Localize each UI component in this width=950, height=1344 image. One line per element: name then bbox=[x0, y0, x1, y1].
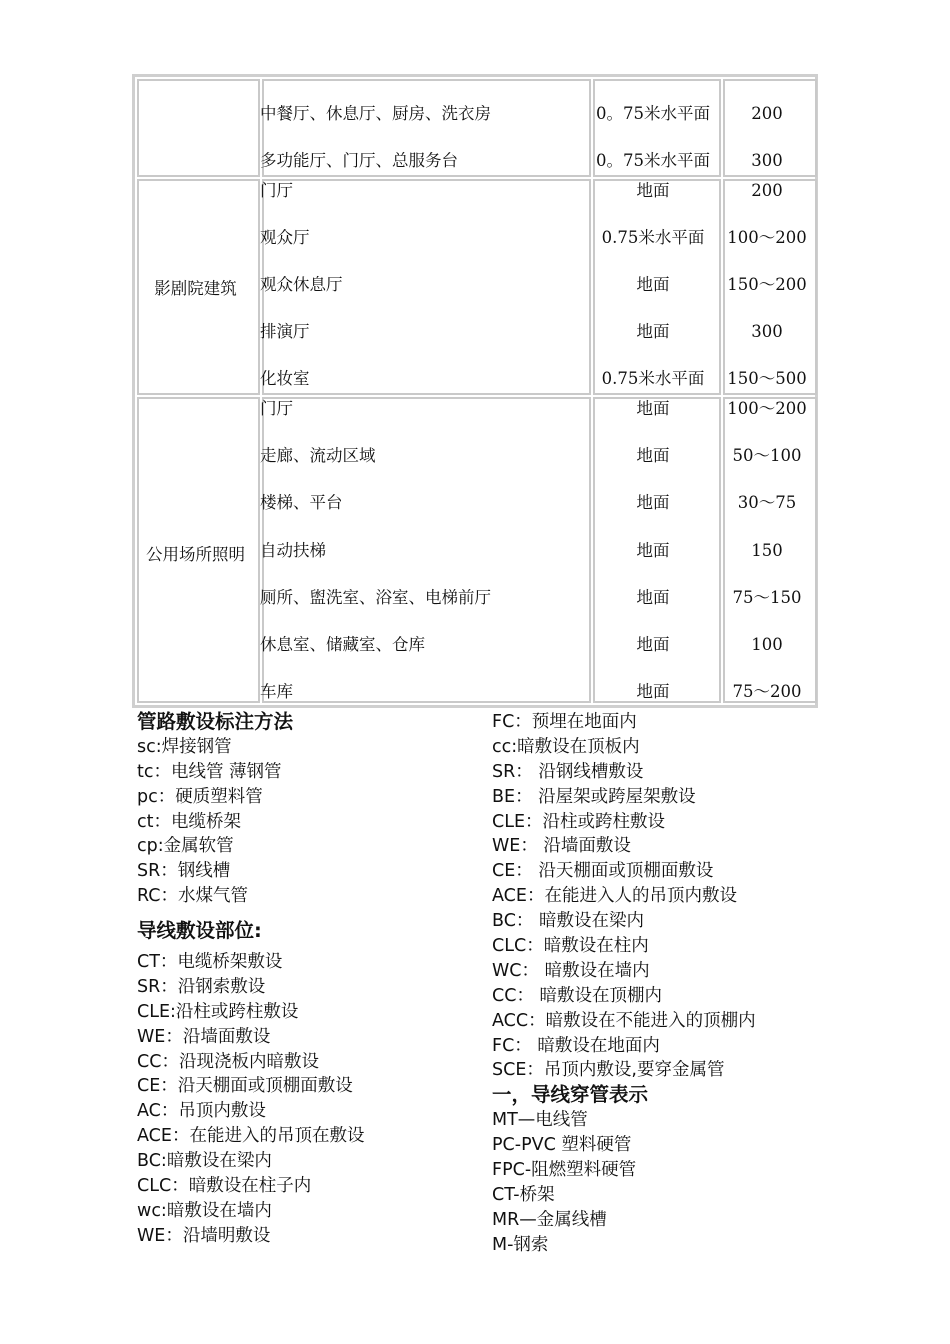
table-cell-name: 多功能厅、门厅、总服务台 bbox=[260, 151, 458, 170]
table-cell-value: 100～200 bbox=[727, 228, 807, 247]
list-item: WE：沿墙明敷设 bbox=[137, 1225, 271, 1246]
list-item: PC-PVC 塑料硬管 bbox=[492, 1135, 632, 1156]
table-cell-value: 100 bbox=[751, 635, 783, 654]
list-item: BC:暗敷设在梁内 bbox=[137, 1151, 272, 1172]
list-item: CLE:沿柱或跨柱敷设 bbox=[137, 1001, 299, 1022]
section-heading: 导线敷设部位: bbox=[137, 919, 262, 943]
right-column bbox=[492, 710, 756, 1258]
list-item: WE：沿墙面敷设 bbox=[137, 1026, 271, 1047]
list-item: BC： 暗敷设在梁内 bbox=[492, 911, 644, 932]
table-cell-value: 150 bbox=[751, 541, 783, 560]
list-item: MR—金属线槽 bbox=[492, 1209, 607, 1230]
list-item: CLC：暗敷设在柱内 bbox=[492, 936, 649, 957]
table-cell-plane: 0。75米水平面 bbox=[596, 151, 710, 170]
table-cell-name: 中餐厅、休息厅、厨房、洗衣房 bbox=[260, 104, 491, 123]
table-cell-plane: 地面 bbox=[636, 588, 670, 607]
list-item: SR：沿钢索敷设 bbox=[137, 976, 266, 997]
table-cell-plane: 地面 bbox=[636, 493, 670, 512]
category-cell bbox=[137, 79, 260, 177]
table-cell-name: 门厅 bbox=[260, 399, 293, 418]
table-cell-plane: 地面 bbox=[636, 322, 670, 341]
table-cell-plane: 0.75米水平面 bbox=[601, 369, 705, 388]
section-heading: 一，导线穿管表示 bbox=[492, 1083, 649, 1107]
table-cell-value: 300 bbox=[751, 151, 783, 170]
table-cell-plane: 地面 bbox=[636, 275, 670, 294]
table-cell-value: 150～500 bbox=[727, 369, 807, 388]
list-item: SR： 沿钢线槽敷设 bbox=[492, 761, 644, 782]
list-item: SR：钢线槽 bbox=[137, 861, 231, 882]
list-item: AC：吊顶内敷设 bbox=[137, 1101, 266, 1122]
category-label: 影剧院建筑 bbox=[154, 279, 237, 298]
list-item: cc:暗敷设在顶板内 bbox=[492, 736, 640, 757]
list-item: FC： 暗敷设在地面内 bbox=[492, 1035, 660, 1056]
table-cell-plane: 地面 bbox=[636, 541, 670, 560]
list-item: RC：水煤气管 bbox=[137, 886, 249, 907]
list-item: CLC：暗敷设在柱子内 bbox=[137, 1176, 312, 1197]
table-cell-name: 排演厅 bbox=[260, 322, 310, 341]
table-cell-plane: 0.75米水平面 bbox=[601, 228, 705, 247]
table-cell-value: 50～100 bbox=[732, 446, 802, 465]
table-cell-name: 观众厅 bbox=[260, 228, 310, 247]
list-item: ct：电缆桥架 bbox=[137, 811, 241, 832]
list-item: BE： 沿屋架或跨屋架敷设 bbox=[492, 786, 696, 807]
list-item: CT：电缆桥架敷设 bbox=[137, 952, 283, 973]
table-cell-name: 观众休息厅 bbox=[260, 275, 343, 294]
left-column bbox=[137, 710, 364, 1249]
list-item: CLE：沿柱或跨柱敷设 bbox=[492, 811, 666, 832]
table-cell-plane: 地面 bbox=[636, 181, 670, 200]
list-item: WC： 暗敷设在墙内 bbox=[492, 960, 650, 981]
section-heading: 管路敷设标注方法 bbox=[137, 710, 294, 733]
table-cell-value: 200 bbox=[751, 181, 783, 200]
table-cell-value: 200 bbox=[751, 104, 783, 123]
table-cell-value: 30～75 bbox=[737, 493, 797, 512]
table-cell-name: 楼梯、平台 bbox=[260, 493, 343, 512]
list-item: FC：预埋在地面内 bbox=[492, 712, 637, 732]
list-item: pc：硬质塑料管 bbox=[137, 786, 263, 807]
table-cell-value: 75～200 bbox=[732, 682, 802, 701]
table-cell-value: 75～150 bbox=[732, 588, 802, 607]
list-item: CT-桥架 bbox=[492, 1184, 555, 1205]
list-item: WE： 沿墙面敷设 bbox=[492, 836, 631, 857]
list-item: cp:金属软管 bbox=[137, 836, 234, 857]
table-cell-plane: 0。75米水平面 bbox=[596, 104, 710, 123]
list-item: tc：电线管 薄钢管 bbox=[137, 761, 282, 782]
list-item: ACE：在能进入人的吊顶内敷设 bbox=[492, 886, 737, 907]
table-cell-name: 化妆室 bbox=[260, 369, 310, 388]
table-cell-name: 车库 bbox=[260, 682, 293, 701]
list-item: CC：沿现浇板内暗敷设 bbox=[137, 1051, 319, 1072]
table-cell-name: 自动扶梯 bbox=[260, 541, 326, 560]
table-cell-value: 300 bbox=[751, 322, 783, 341]
list-item: ACC：暗敷设在不能进入的顶棚内 bbox=[492, 1010, 756, 1031]
table-cell-value: 150～200 bbox=[727, 275, 807, 294]
list-item: ACE：在能进入的吊顶在敷设 bbox=[137, 1126, 365, 1147]
list-item: CE： 沿天棚面或顶棚面敷设 bbox=[492, 861, 714, 882]
list-item: SCE：吊顶内敷设,要穿金属管 bbox=[492, 1060, 725, 1081]
table-cell-plane: 地面 bbox=[636, 635, 670, 654]
table-cell-plane: 地面 bbox=[636, 399, 670, 418]
list-item: M-钢索 bbox=[492, 1234, 549, 1255]
list-item: FPC-阻燃塑料硬管 bbox=[492, 1160, 637, 1181]
table-cell-plane: 地面 bbox=[636, 446, 670, 465]
category-label: 公用场所照明 bbox=[146, 545, 245, 564]
list-item: MT—电线管 bbox=[492, 1110, 588, 1131]
table-cell-value: 100～200 bbox=[727, 399, 807, 418]
table-cell-plane: 地面 bbox=[636, 682, 670, 701]
list-item: sc:焊接钢管 bbox=[137, 736, 232, 757]
table-cell-name: 走廊、流动区域 bbox=[260, 446, 376, 465]
table-cell-name: 厕所、盥洗室、浴室、电梯前厅 bbox=[260, 588, 491, 607]
table-cell-name: 休息室、储藏室、仓库 bbox=[260, 635, 425, 654]
list-item: wc:暗敷设在墙内 bbox=[137, 1200, 272, 1221]
list-item: CC： 暗敷设在顶棚内 bbox=[492, 985, 663, 1006]
list-item: CE：沿天棚面或顶棚面敷设 bbox=[137, 1076, 353, 1097]
table-cell-name: 门厅 bbox=[260, 181, 293, 200]
